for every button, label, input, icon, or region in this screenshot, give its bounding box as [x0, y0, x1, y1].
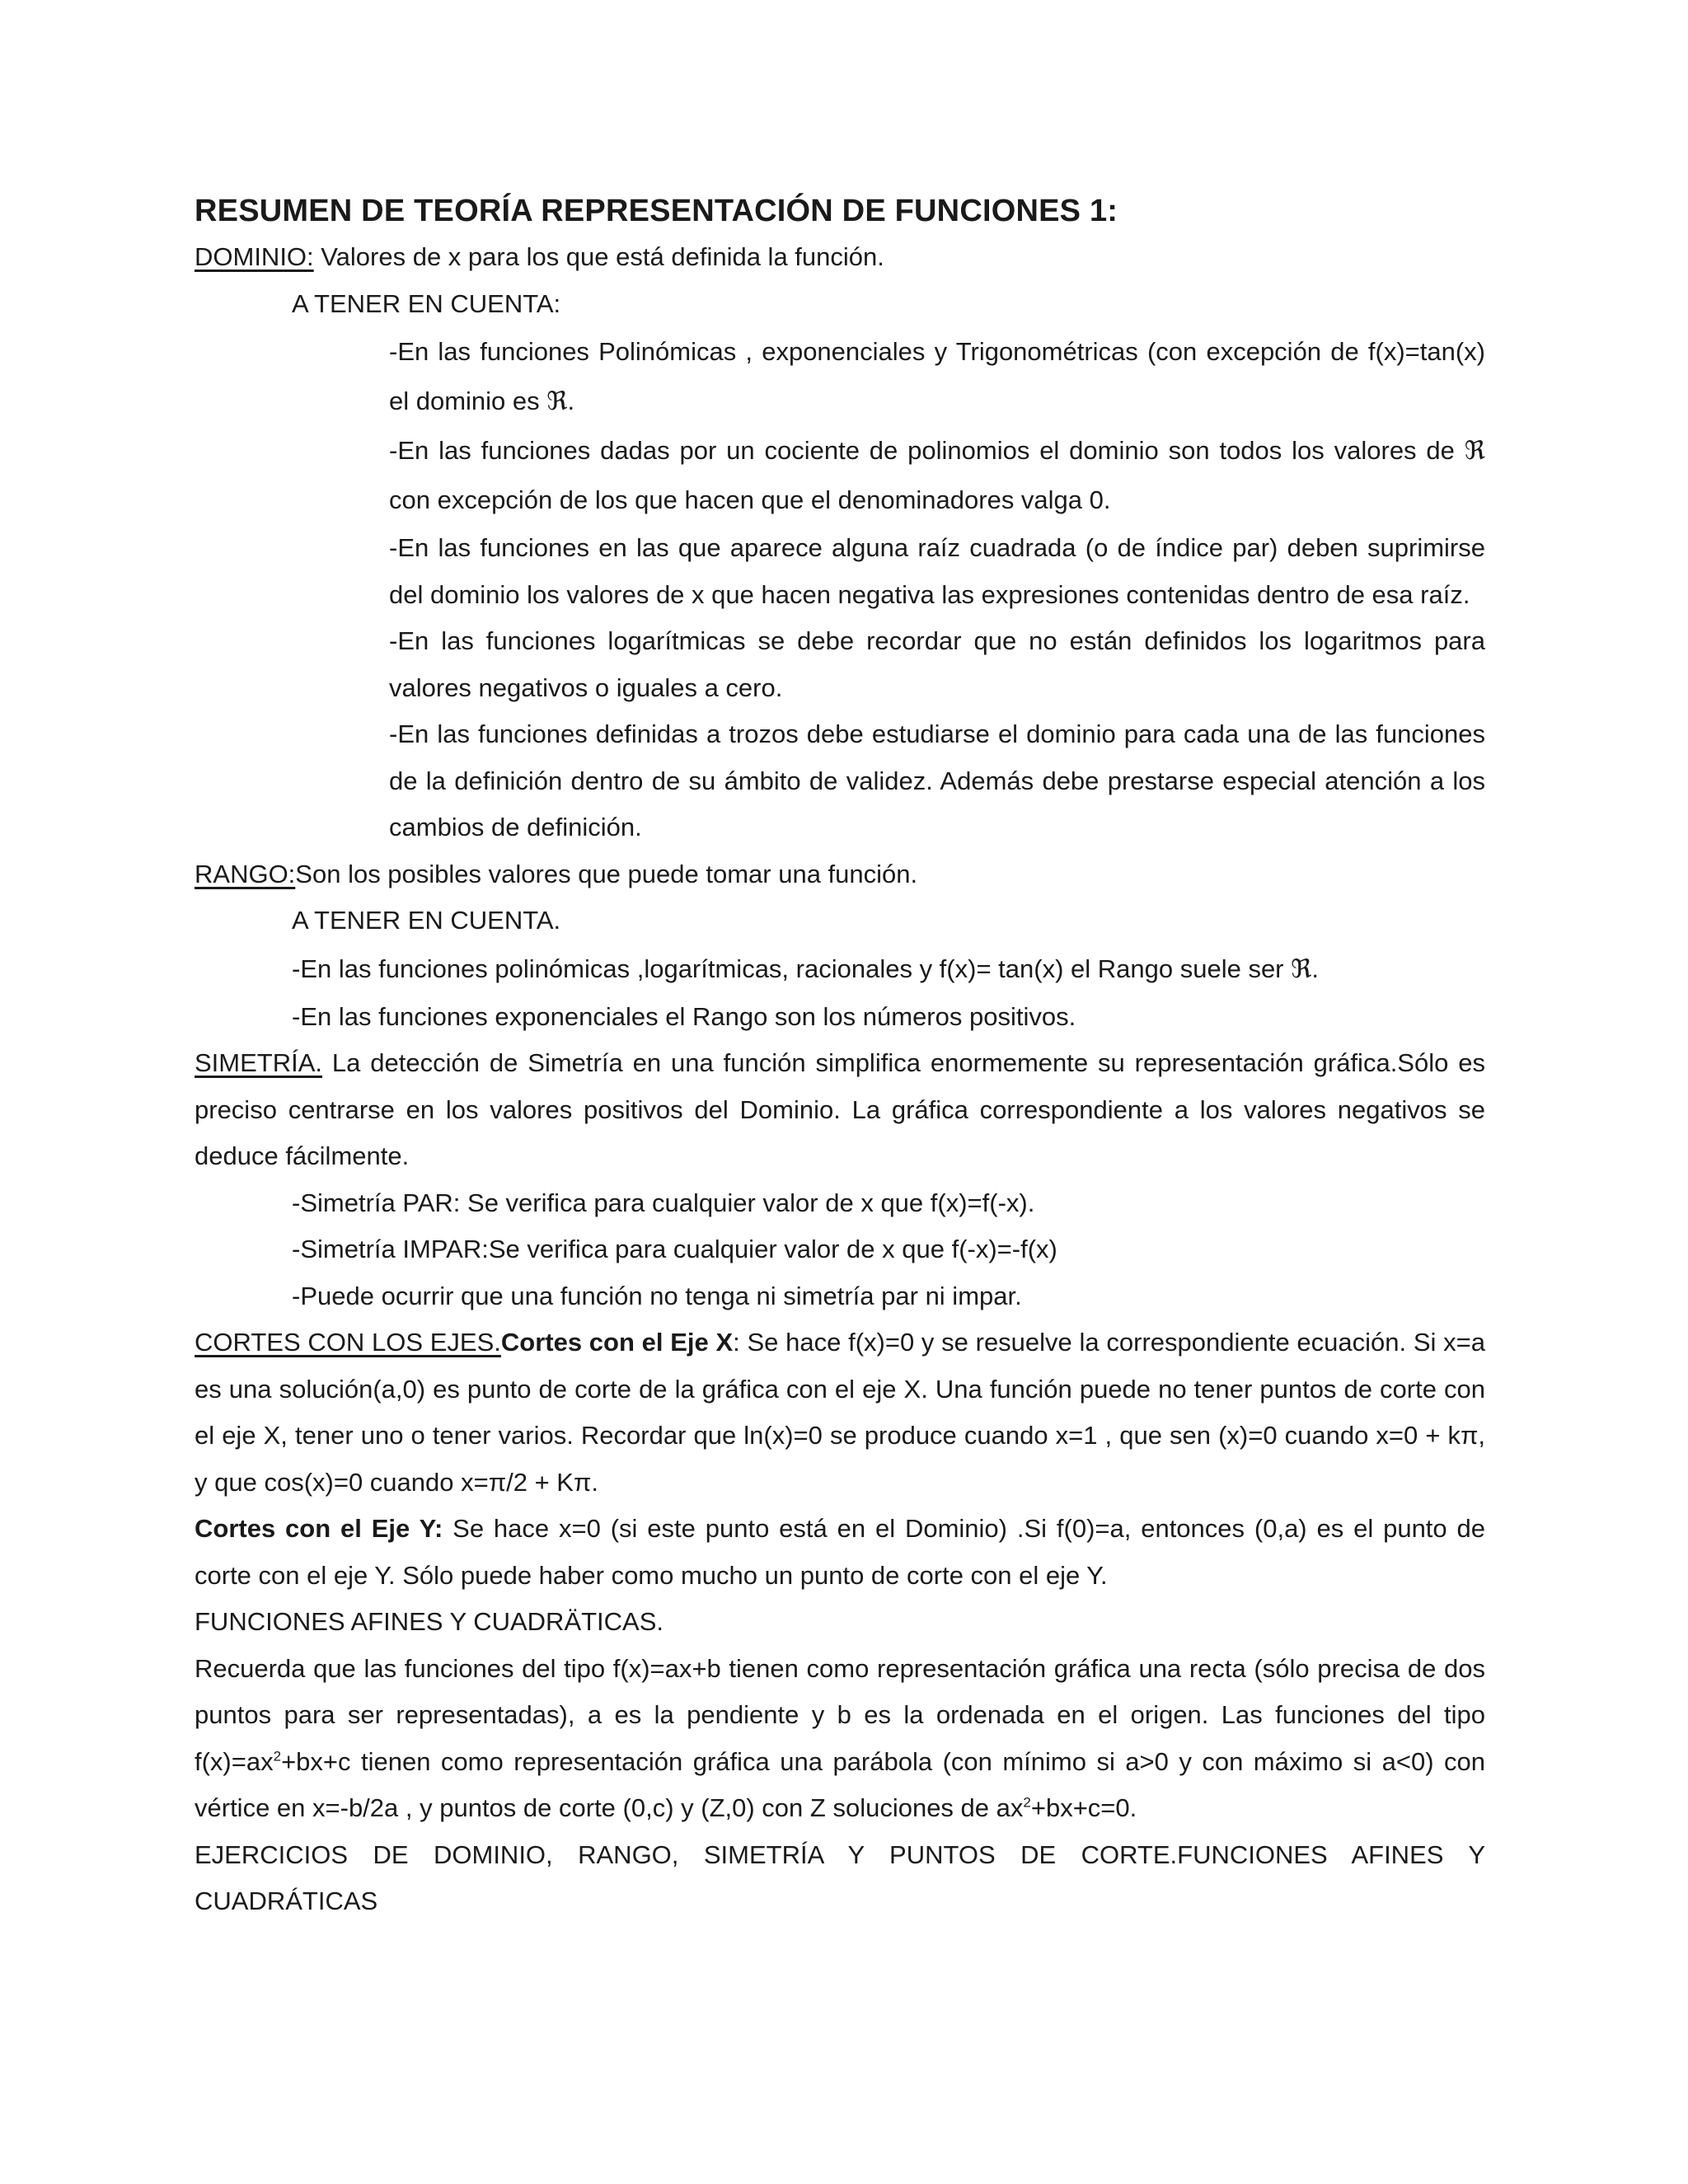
document-body [195, 188, 1485, 1925]
simetria-item: -Simetría IMPAR:Se verifica para cualquier valor de x que f(-x)=-f(x) [292, 1235, 1057, 1263]
exponent: 2 [1023, 1794, 1031, 1811]
dominio-item: -En las funciones Polinómicas , exponenciales y Trigonométricas (con excepción de f(x)=tan(x) el dominio es ℜ. [389, 337, 1485, 415]
rango-label: RANGO: [195, 859, 296, 888]
dominio-item: -En las funciones dadas por un cociente de polinomios el dominio son todos los valores de ℜ con excepción de los que hacen que el denominadores valga 0. [389, 436, 1485, 514]
dominio-text: Valores de x para los que está definida la función. [313, 242, 884, 271]
rango-definition [195, 851, 1485, 898]
dominio-definition [195, 234, 1485, 281]
dominio-item: -En las funciones logarítmicas se debe recordar que no están definidos los logaritmos para valores negativos o iguales a cero. [389, 626, 1485, 702]
simetria-item: -Simetría PAR: Se verifica para cualquier valor de x que f(x)=f(-x). [292, 1188, 1035, 1217]
simetria-label: SIMETRÍA. [195, 1048, 323, 1077]
afines-heading: FUNCIONES AFINES Y CUADRÄTICAS. [195, 1607, 664, 1636]
cortes-eje-x [195, 1319, 1485, 1506]
cortes-eje-y [195, 1506, 1485, 1599]
dominio-item: -En las funciones en las que aparece alguna raíz cuadrada (o de índice par) deben suprimirse del dominio los valores de x que hacen negativa las expresiones contenidas dentro de esa raíz. [389, 533, 1485, 609]
rango-text: Son los posibles valores que puede tomar una función. [295, 859, 918, 888]
dominio-label: DOMINIO: [195, 242, 314, 271]
exponent: 2 [273, 1748, 282, 1765]
document-title: RESUMEN DE TEORÍA REPRESENTACIÓN DE FUNCIONES 1: [195, 194, 1118, 228]
cortes-label: CORTES CON LOS EJES. [195, 1328, 501, 1357]
simetria-definition [195, 1040, 1485, 1180]
afines-text-2: +bx+c tienen como representación gráfica una parábola (con mínimo si a>0 y con máximo si a<0) con vértice en x=-b/2a , y puntos de corte (0,c) y (Z,0) con Z soluciones de ax [195, 1746, 1485, 1822]
afines-text-1: Recuerda que las funciones del tipo f(x)=ax+b tienen como representación gráfica una recta (sólo precisa de dos puntos para ser representadas), a es la pendiente y b es la ordenada en el origen. Las funciones del tipo f(x)=ax [195, 1653, 1485, 1776]
ejercicios-heading: EJERCICIOS DE DOMINIO, RANGO, SIMETRÍA Y PUNTOS DE CORTE.FUNCIONES AFINES Y CUADRÁTICAS [195, 1840, 1485, 1915]
afines-text-3: +bx+c=0. [1030, 1793, 1137, 1822]
cortes-eje-y-text: Se hace x=0 (si este punto está en el Dominio) .Si f(0)=a, entonces (0,a) es el punto de corte con el eje Y. Sólo puede haber como mucho un punto de corte con el eje Y. [195, 1514, 1486, 1590]
simetria-text: La detección de Simetría en una función simplifica enormemente su representación gráfica.Sólo es preciso centrarse en los valores positivos del Dominio. La gráfica correspondiente a los valores negativos se deduce fácilmente. [195, 1048, 1485, 1170]
dominio-item: -En las funciones definidas a trozos debe estudiarse el dominio para cada una de las funciones de la definición dentro de su ámbito de validez. Además debe prestarse especial atención a los cambios de definición. [389, 719, 1485, 841]
rango-item: -En las funciones polinómicas ,logarítmicas, racionales y f(x)= tan(x) el Rango suele ser ℜ. [292, 954, 1319, 983]
afines-text [195, 1646, 1485, 1832]
cortes-eje-x-text: : Se hace f(x)=0 y se resuelve la correspondiente ecuación. Si x=a es una solución(a,0) es punto de corte de la gráfica con el eje X. Una función puede no tener puntos de corte con el eje X, tener uno o tener varios. Recordar que ln(x)=0 se produce cuando x=1 , que sen (x)=0 cuando x=0 + kπ, y que cos(x)=0 cuando x=π/2 + Kπ. [195, 1328, 1485, 1497]
rango-item: -En las funciones exponenciales el Rango son los números positivos. [292, 1001, 1076, 1031]
cortes-eje-x-heading: Cortes con el Eje X [500, 1328, 734, 1357]
simetria-item: -Puede ocurrir que una función no tenga ni simetría par ni impar. [292, 1281, 1022, 1310]
rango-subhead: A TENER EN CUENTA. [292, 906, 561, 935]
dominio-subhead: A TENER EN CUENTA: [292, 288, 561, 318]
cortes-eje-y-heading: Cortes con el Eje Y: [195, 1514, 443, 1543]
